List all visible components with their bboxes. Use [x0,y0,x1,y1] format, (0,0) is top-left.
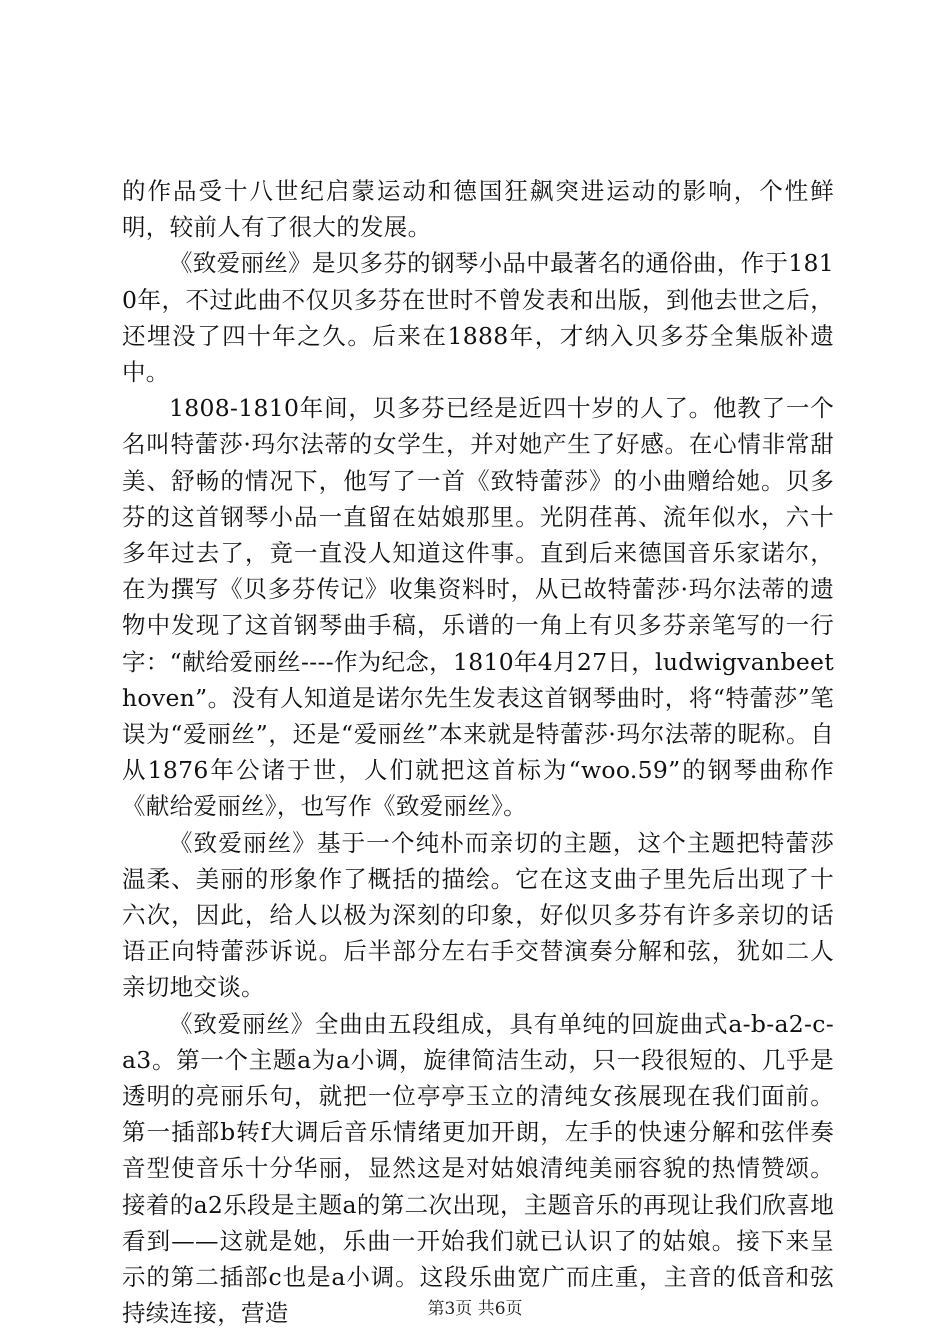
paragraph-4: 《致爱丽丝》基于一个纯朴而亲切的主题，这个主题把特蕾莎温柔、美丽的形象作了概括的描绘。它在这支曲子里先后出现了十六次，因此，给人以极为深刻的印象，好似贝多芬有许多亲切的话语正向特蕾莎诉说。后半部分左右手交替演奏分解和弦，犹如二人亲切地交谈。 [122,828,834,1002]
paragraph-2: 《致爱丽丝》是贝多芬的钢琴小品中最著名的通俗曲，作于1810年，不过此曲不仅贝多芬在世时不曾发表和出版，到他去世之后，还埋没了四十年之久。后来在1888年，才纳入贝多芬全集版补遗中。 [122,249,834,387]
page-number-footer: 第3页 共6页 [427,1299,523,1319]
paragraph-5: 《致爱丽丝》全曲由五段组成，具有单纯的回旋曲式a-b-a2-c-a3。第一个主题a为a小调，旋律简洁生动，只一段很短的、几乎是透明的亮丽乐句，就把一位亭亭玉立的清纯女孩展现在我们面前。第一插部b转f大调后音乐情绪更加开朗，左手的快速分解和弦伴奏音型使音乐十分华丽，显然这是对姑娘清纯美丽容貌的热情赞颂。接着的a2乐段是主题a的第二次出现，主题音乐的再现让我们欣喜地看到——这就是她，乐曲一开始我们就已认识了的姑娘。接下来呈示的第二插部c也是a小调。这段乐曲宽广而庄重，主音的低音和弦持续连接，营造 [122,1009,834,1328]
body-text [122,173,834,1332]
paragraph-1: 的作品受十八世纪启蒙运动和德国狂飙突进运动的影响，个性鲜明，较前人有了很大的发展。 [122,177,834,242]
paragraph-3: 1808-1810年间，贝多芬已经是近四十岁的人了。他教了一个名叫特蕾莎·玛尔法蒂的女学生，并对她产生了好感。在心情非常甜美、舒畅的情况下，他写了一首《致特蕾莎》的小曲赠给她。贝多芬的这首钢琴小品一直留在姑娘那里。光阴荏苒、流年似水，六十多年过去了，竟一直没人知道这件事。直到后来德国音乐家诺尔，在为撰写《贝多芬传记》收集资料时，从已故特蕾莎·玛尔法蒂的遗物中发现了这首钢琴曲手稿，乐谱的一角上有贝多芬亲笔写的一行字：“献给爱丽丝----作为纪念，1810年4月27日，ludwigvanbeethoven”。没有人知道是诺尔先生发表这首钢琴曲时，将“特蕾莎”笔误为“爱丽丝”，还是“爱丽丝”本来就是特蕾莎·玛尔法蒂的昵称。自从1876年公诸于世，人们就把这首标为“woo.59”的钢琴曲称作《献给爱丽丝》，也写作《致爱丽丝》。 [122,394,834,821]
